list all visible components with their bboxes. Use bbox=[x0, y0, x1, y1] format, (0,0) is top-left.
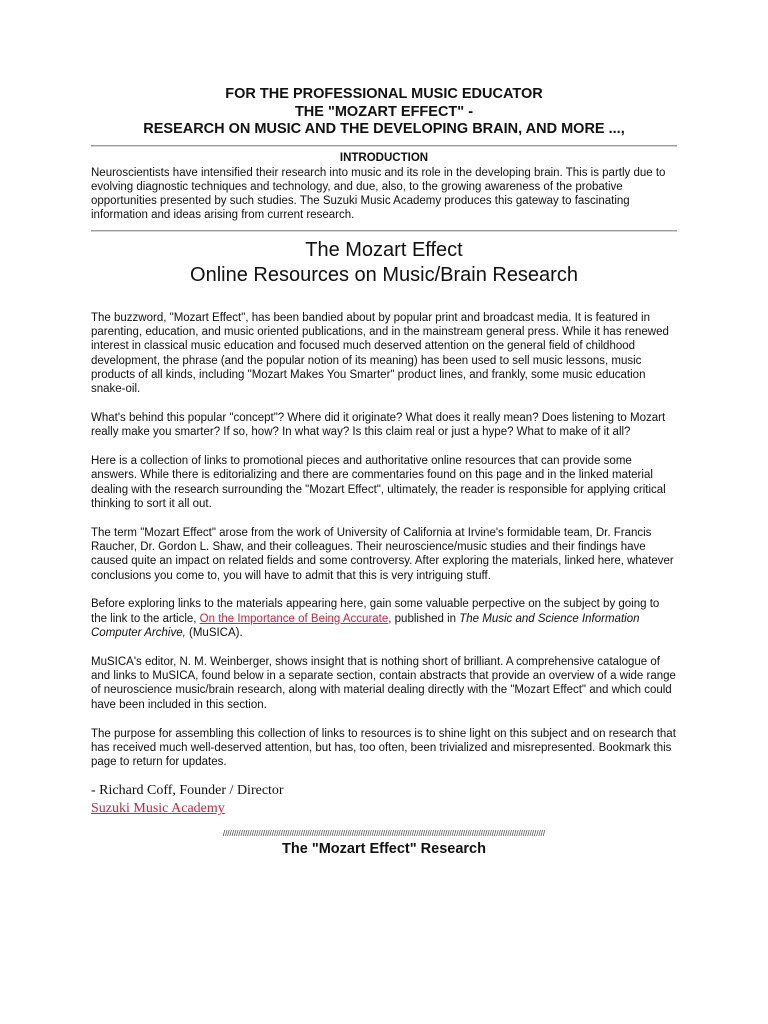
main-title bbox=[91, 238, 677, 288]
paragraph-buzzword: The buzzword, "Mozart Effect", has been bandied about by popular print and broadcast media. It is featured in parenting, education, and music oriented publications, and in the mainstream general press. While it has renewed interest in classical music education and focused much deserved attention on the general field of childhood development, the phrase (and the popular notion of its meaning) has been used to sell music lessons, music products of all kinds, including "Mozart Makes You Smarter" product lines, and frankly, some music education snake-oil. bbox=[91, 311, 669, 396]
main-title-line-2: Online Resources on Music/Brain Research bbox=[190, 263, 578, 286]
header-line-3: RESEARCH ON MUSIC AND THE DEVELOPING BRAIN, AND MORE ..., bbox=[143, 121, 625, 137]
slash-divider: ///////////////////////////////////////////////////////////////////////////////////////////////////////////////////////////////////////////////// bbox=[222, 829, 546, 839]
paragraph-perspective bbox=[91, 597, 677, 640]
paragraph-origin: The term "Mozart Effect" arose from the work of University of California at Irvine's formidable team, Dr. Francis Raucher, Dr. Gordon L. Shaw, and their colleagues. Their neuroscience/music studies and their findings have caused quite an impact on related fields and some controversy. After exploring the materials, linked here, whatever conclusions you come to, you will have to admit that this is very intriguing stuff. bbox=[91, 526, 674, 582]
header-line-2: THE "MOZART EFFECT" - bbox=[294, 103, 474, 120]
article-link[interactable]: On the Importance of Being Accurate bbox=[199, 612, 389, 625]
perspective-text-before: Before exploring links to the materials appearing here, gain some valuable perpective on the subject by going to the link to the article, bbox=[91, 598, 660, 625]
paragraph-collection: Here is a collection of links to promotional pieces and authoritative online resources that can provide some answers. While there is editorializing and there are commentaries found on this page and in the linked material dealing with the research surrounding the "Mozart Effect", ultimately, the reader is responsible for applying critical thinking to sort it all out. bbox=[91, 455, 666, 510]
divider-rule-middle bbox=[91, 230, 677, 232]
document-page bbox=[91, 86, 677, 858]
divider-rule-top bbox=[91, 145, 677, 147]
intro-heading: INTRODUCTION bbox=[339, 151, 429, 164]
perspective-text-middle: , published in bbox=[388, 612, 460, 625]
main-title-line-1: The Mozart Effect bbox=[305, 238, 463, 261]
archive-title: The Music and Science Information Computer Archive, bbox=[91, 612, 640, 640]
perspective-text-after: (MuSICA). bbox=[185, 627, 243, 640]
header-line-1: FOR THE PROFESSIONAL MUSIC EDUCATOR bbox=[225, 86, 543, 102]
paragraph-purpose: The purpose for assembling this collection of links to resources is to shine light on this subject and on research that has received much well-deserved attention, but has, too often, been trivialized and misrepresented. Bookmark this page to return for updates. bbox=[91, 727, 676, 769]
intro-paragraph: Neuroscientists have intensified their research into music and its role in the developing brain. This is partly due to evolving diagnostic techniques and technology, and due, also, to the growing awareness of the probative opportunities presented by such studies. The Suzuki Music Academy produces this gateway to fascinating information and ideas arising from current research. bbox=[91, 166, 666, 222]
academy-link[interactable]: Suzuki Music Academy bbox=[91, 801, 225, 817]
paragraph-musica: MuSICA's editor, N. M. Weinberger, shows insight that is nothing short of brilliant. A comprehensive catalogue of and links to MuSICA, found below in a separate section, contain abstracts that provide an overview of a wide range of neuroscience music/brain research, along with material dealing directly with the "Mozart Effect" and which could have been included in this section. bbox=[91, 655, 676, 711]
paragraph-questions: What's behind this popular "concept"? Where did it originate? What does it really mean? Does listening to Mozart really make you smarter? If so, how? In what way? Is this claim real or just a hype? What to make of it all? bbox=[91, 411, 666, 439]
research-heading: The "Mozart Effect" Research bbox=[282, 841, 486, 858]
signature-line: - Richard Coff, Founder / Director bbox=[91, 783, 284, 799]
